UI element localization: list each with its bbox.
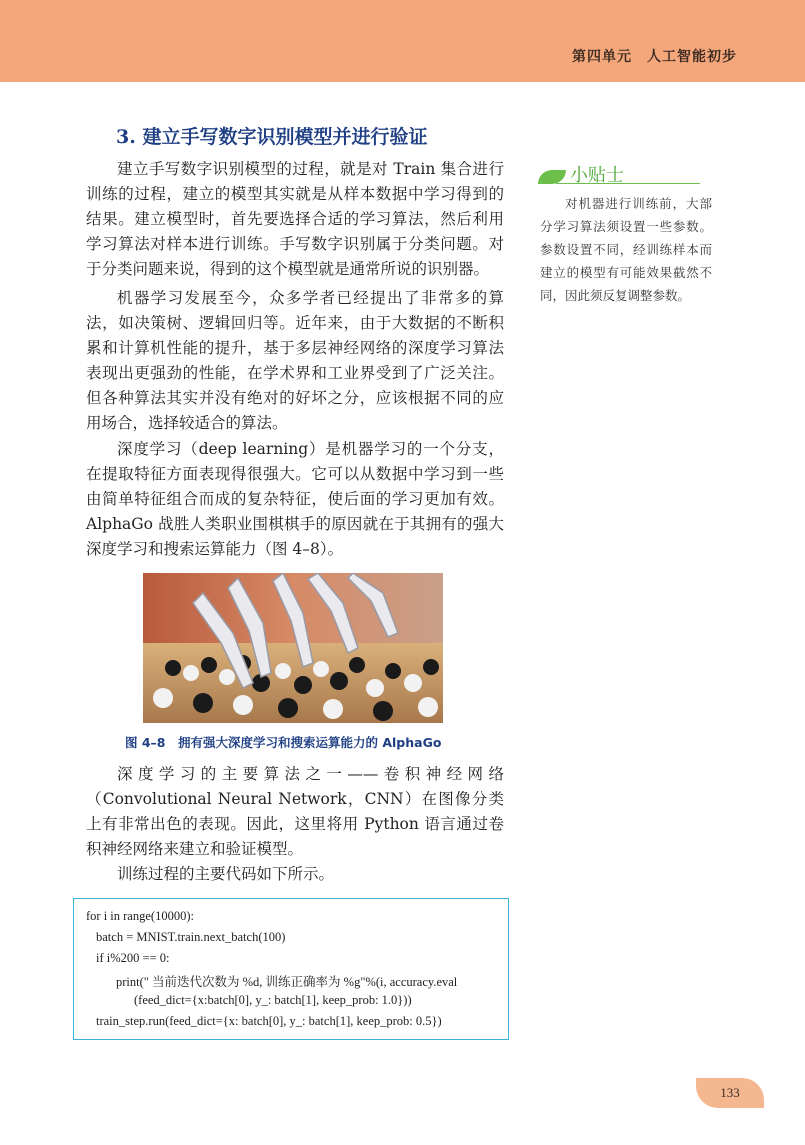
code-line: if i%200 == 0: [96, 951, 170, 965]
alphago-robot-hand-photo [143, 573, 443, 723]
leaf-icon [538, 170, 566, 184]
paragraph-1: 建立手写数字识别模型的过程，就是对 Train 集合进行训练的过程，建立的模型其实就是从样本数据中学习得到的结果。建立模型时，首先要选择合适的学习算法，然后利用学习算法对样本进行训练。手写数字识别属于分类问题。对于分类问题来说，得到的这个模型就是通常所说的识别器。 [86, 160, 504, 278]
tip-title: 小贴士 [570, 165, 624, 186]
paragraph-5: 训练过程的主要代码如下所示。 [117, 865, 335, 883]
tip-divider [556, 183, 700, 184]
code-line: for i in range(10000): [86, 909, 194, 923]
tip-text: 对机器进行训练前，大部分学习算法须设置一些参数。参数设置不同，经训练样本而建立的模型有可能效果截然不同，因此须反复调整参数。 [540, 196, 712, 303]
page-header [0, 0, 805, 82]
paragraph-2: 机器学习发展至今，众多学者已经提出了非常多的算法，如决策树、逻辑回归等。近年来，由于大数据的不断积累和计算机性能的提升，基于多层神经网络的深度学习算法表现出更强劲的性能，在学术界和工业界受到了广泛关注。但各种算法其实并没有绝对的好坏之分，应该根据不同的应用场合，选择较适合的算法。 [86, 289, 504, 432]
paragraph-3: 深度学习（deep learning）是机器学习的一个分支，在提取特征方面表现得很强大。它可以从数据中学习到一些由简单特征组合而成的复杂特征，使后面的学习更加有效。AlphaGo 战胜人类职业围棋棋手的原因就在于其拥有的强大深度学习和搜索运算能力（图 4–8）。 [86, 440, 504, 558]
paragraph-4: 深度学习的主要算法之一——卷积神经网络（Convolutional Neural Network，CNN）在图像分类上有非常出色的表现。因此，这里将用 Python 语言通过卷积神经网络来建立和验证模型。 [86, 765, 504, 858]
code-line: (feed_dict={x:batch[0], y_: batch[1], keep_prob: 1.0})) [134, 993, 412, 1007]
code-block [73, 898, 509, 1040]
code-line: print(" 当前迭代次数为 %d, 训练正确率为 %g"%(i, accuracy.eval [116, 975, 458, 989]
page-number: 133 [720, 1085, 740, 1100]
section-title: 3. 建立手写数字识别模型并进行验证 [116, 126, 428, 148]
code-line: train_step.run(feed_dict={x: batch[0], y_: batch[1], keep_prob: 0.5}) [96, 1014, 442, 1028]
figure-caption: 图 4–8 拥有强大深度学习和搜索运算能力的 AlphaGo [125, 735, 442, 750]
unit-title: 第四单元 人工智能初步 [572, 49, 737, 65]
code-line: batch = MNIST.train.next_batch(100) [96, 930, 286, 944]
